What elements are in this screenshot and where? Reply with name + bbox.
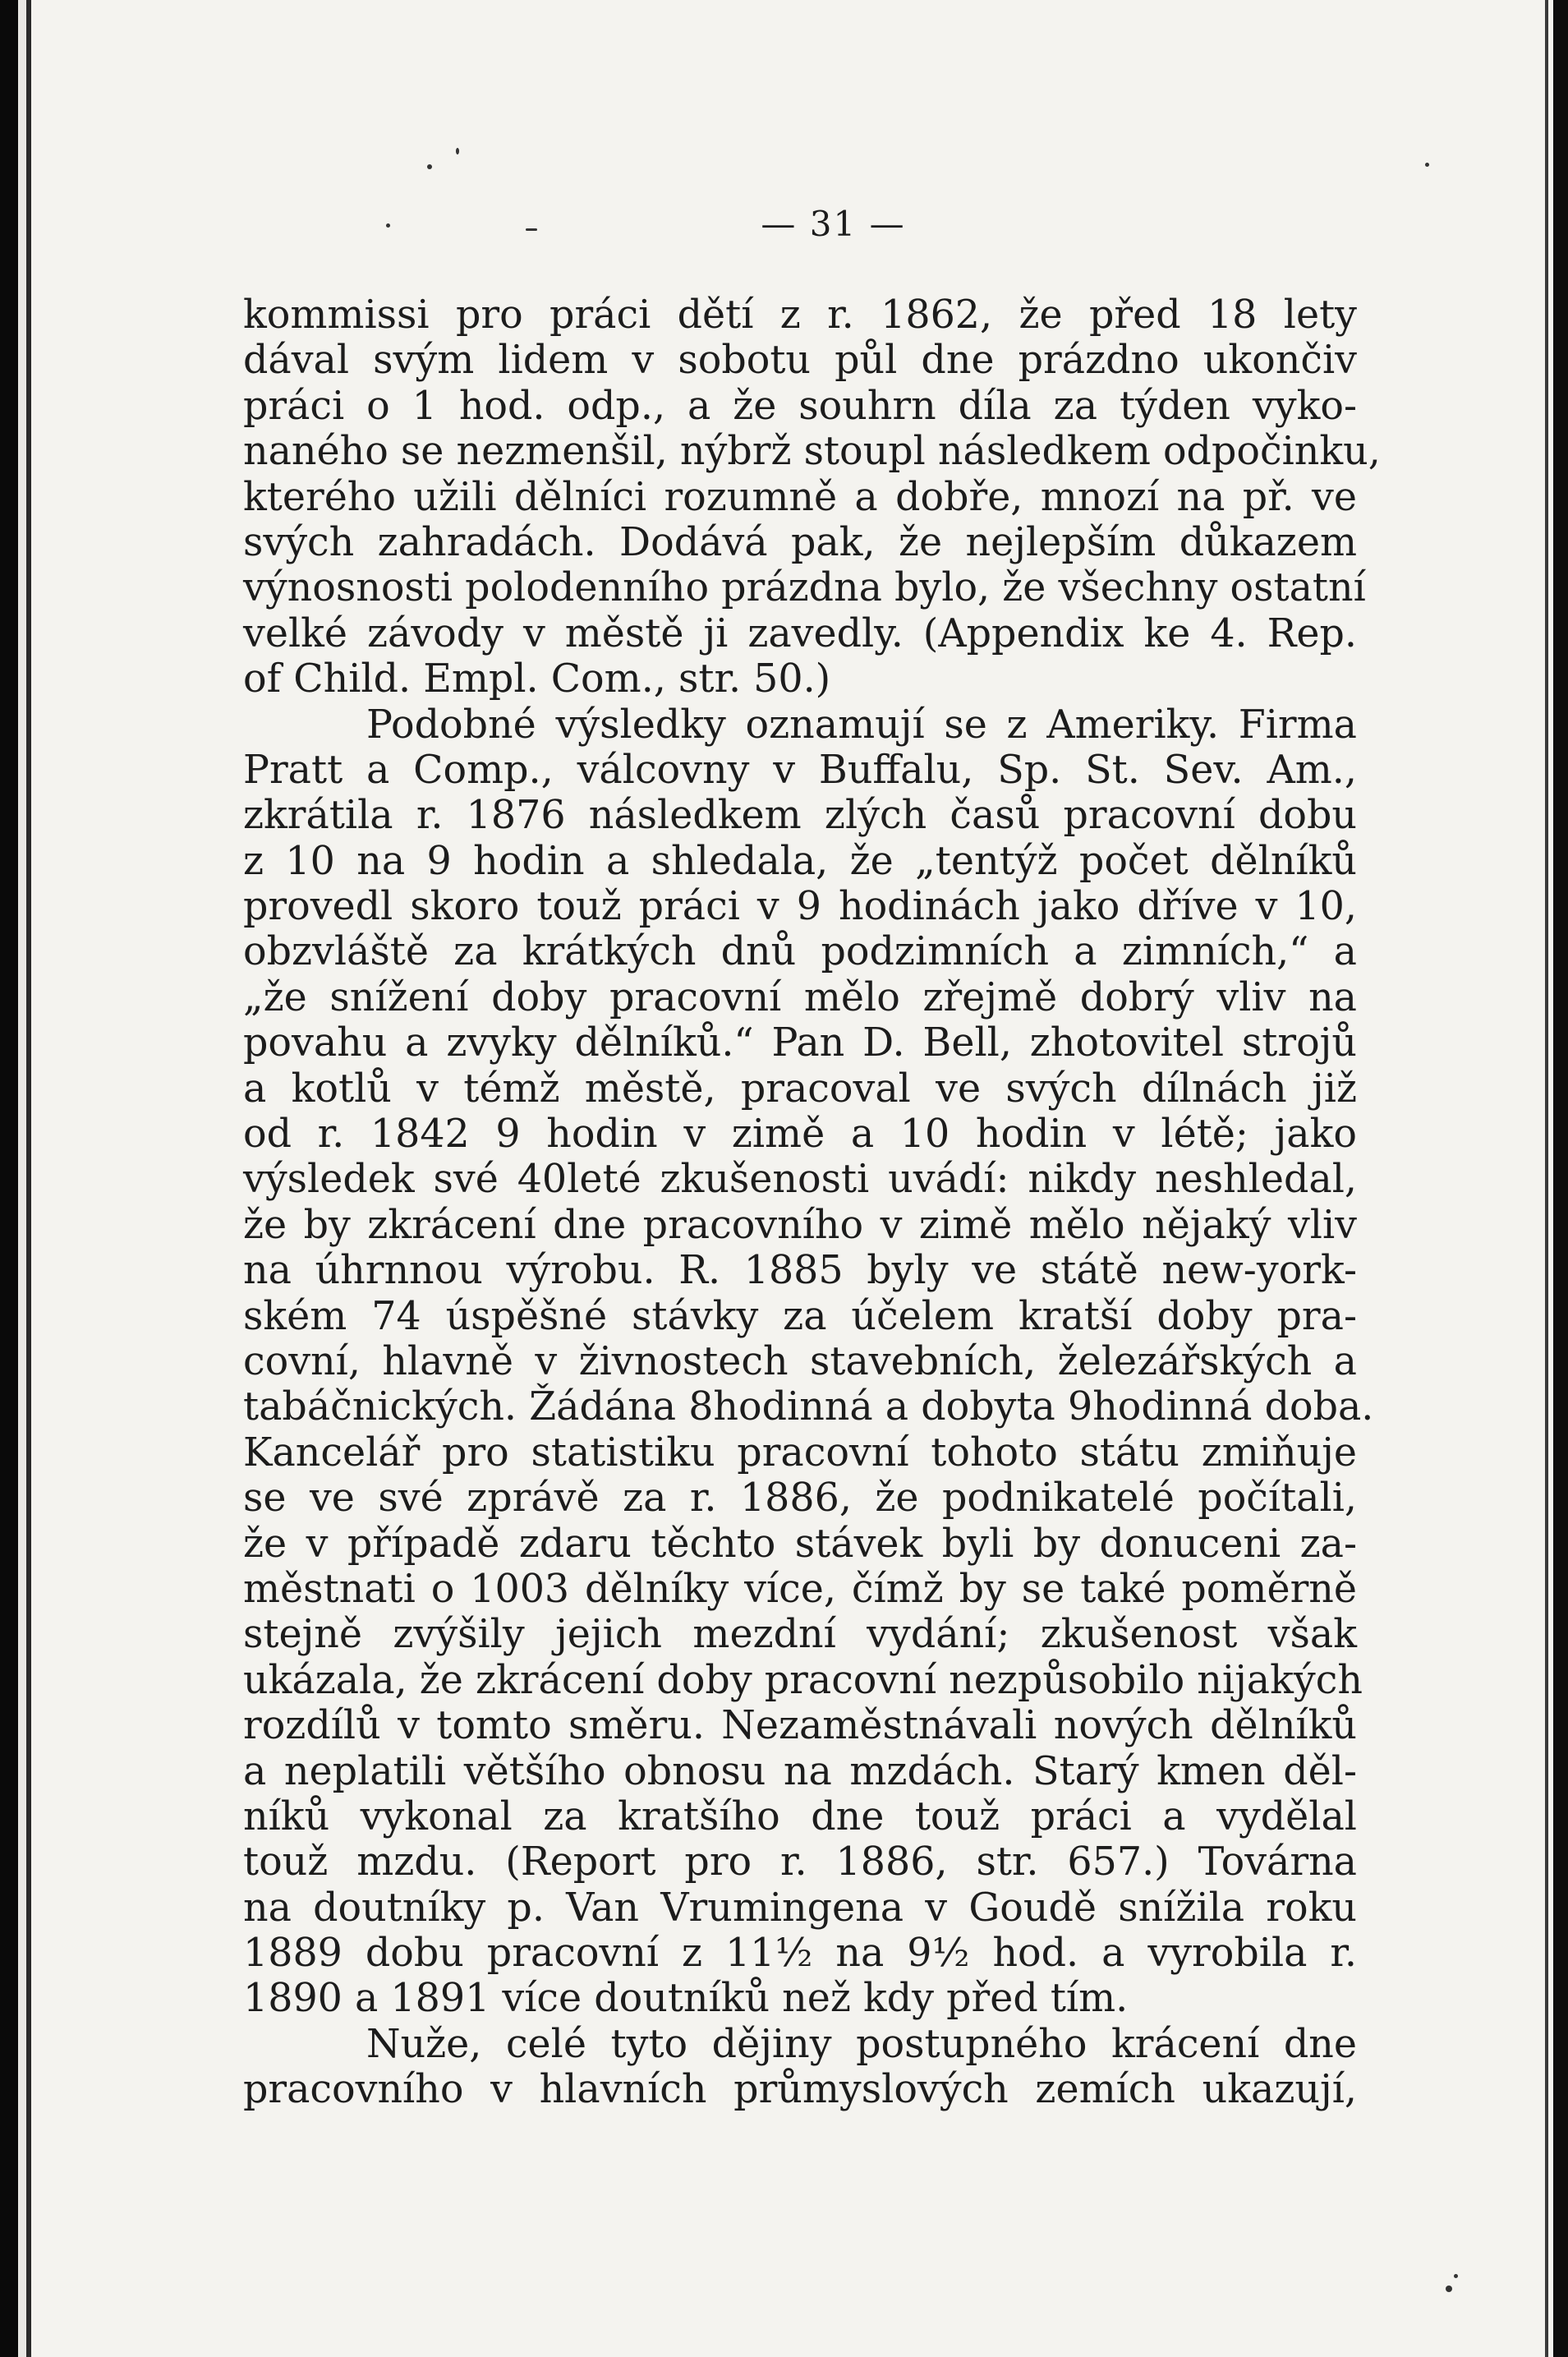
scan-left-line bbox=[26, 0, 31, 2357]
scan-right-edge bbox=[1553, 0, 1568, 2357]
text-line: kommissi pro práci dětí z r. 1862, že před 18 lety bbox=[243, 292, 1357, 338]
text-line: tabáčnických. Žádána 8hodinná a dobyta 9hodinná doba. bbox=[243, 1384, 1374, 1430]
text-line: výnosnosti polodenního prázdna bylo, že všechny ostatní bbox=[243, 565, 1366, 611]
text-line: dával svým lidem v sobotu půl dne prázdno ukončiv bbox=[243, 338, 1357, 384]
scan-speck bbox=[456, 148, 459, 154]
text-line: výsledek své 40leté zkušenosti uvádí: nikdy neshledal, bbox=[243, 1157, 1357, 1203]
text-line: „že snížení doby pracovní mělo zřejmě dobrý vliv na bbox=[243, 974, 1357, 1020]
scan-left-gap bbox=[18, 0, 26, 2357]
scan-speck bbox=[1446, 2286, 1452, 2292]
text-line: ukázala, že zkrácení doby pracovní nezpůsobilo nijakých bbox=[243, 1657, 1363, 1703]
scan-speck bbox=[1425, 163, 1429, 167]
text-line: 1890 a 1891 více doutníků než kdy před tím. bbox=[243, 1976, 1129, 2022]
text-line: 1889 dobu pracovní z 11½ na 9½ hod. a vyrobila r. bbox=[243, 1931, 1357, 1977]
text-line: že v případě zdaru těchto stávek byli by donuceni za- bbox=[243, 1521, 1357, 1567]
text-line: Pratt a Comp., válcovny v Buffalu, Sp. St. Sev. Am., bbox=[243, 747, 1357, 793]
text-line: Podobné výsledky oznamují se z Ameriky. Firma bbox=[366, 702, 1357, 748]
text-line: se ve své zprávě za r. 1886, že podnikatelé počítali, bbox=[243, 1475, 1357, 1521]
text-line: Kancelář pro statistiku pracovní tohoto státu zmiňuje bbox=[243, 1429, 1357, 1475]
text-line: stejně zvýšily jejich mezdní vydání; zkušenost však bbox=[243, 1612, 1357, 1658]
text-line: naného se nezmenšil, nýbrž stoupl následkem odpočinku, bbox=[243, 429, 1381, 475]
text-line: že by zkrácení dne pracovního v zimě mělo nějaký vliv bbox=[243, 1202, 1357, 1248]
scan-right-line bbox=[1545, 0, 1548, 2357]
text-line: kterého užili dělníci rozumně a dobře, mnozí na př. ve bbox=[243, 474, 1357, 520]
text-line: práci o 1 hod. odp., a že souhrn díla za týden vyko- bbox=[243, 383, 1357, 429]
text-line: zkrátila r. 1876 následkem zlých časů pracovní dobu bbox=[243, 793, 1357, 839]
text-line: na doutníky p. Van Vrumingena v Goudě snížila roku bbox=[243, 1885, 1357, 1931]
text-line: ském 74 úspěšné stávky za účelem kratší doby pra- bbox=[243, 1293, 1357, 1339]
scan-speck bbox=[427, 164, 432, 169]
text-line: covní, hlavně v živnostech stavebních, železářských a bbox=[243, 1338, 1357, 1384]
text-line: of Child. Empl. Com., str. 50.) bbox=[243, 656, 831, 702]
text-line: obzvláště za krátkých dnů podzimních a zimních,“ a bbox=[243, 929, 1357, 975]
body-text bbox=[243, 292, 1381, 2113]
text-line: městnati o 1003 dělníky více, čímž by se také poměrně bbox=[243, 1566, 1357, 1612]
text-line: touž mzdu. (Report pro r. 1886, str. 657.) Továrna bbox=[243, 1839, 1357, 1885]
page-number: — 31 — bbox=[761, 204, 906, 244]
text-line: Nuže, celé tyto dějiny postupného krácení dne bbox=[366, 2021, 1357, 2067]
text-line: svých zahradách. Dodává pak, že nejlepším důkazem bbox=[243, 519, 1357, 565]
text-line: rozdílů v tomto směru. Nezaměstnávali nových dělníků bbox=[243, 1703, 1357, 1749]
text-line: na úhrnnou výrobu. R. 1885 byly ve státě new-york- bbox=[243, 1248, 1357, 1294]
text-line: povahu a zvyky dělníků.“ Pan D. Bell, zhotovitel strojů bbox=[243, 1020, 1357, 1066]
scan-speck bbox=[1454, 2274, 1458, 2278]
text-line: a kotlů v témž městě, pracoval ve svých dílnách již bbox=[243, 1066, 1357, 1112]
text-line: velké závody v městě ji zavedly. (Appendix ke 4. Rep. bbox=[243, 610, 1357, 656]
text-line: provedl skoro touž práci v 9 hodinách jako dříve v 10, bbox=[243, 884, 1357, 930]
text-line: a neplatili většího obnosu na mzdách. Starý kmen děl- bbox=[243, 1748, 1357, 1794]
text-line: pracovního v hlavních průmyslových zemích ukazují, bbox=[243, 2067, 1357, 2113]
text-line: z 10 na 9 hodin a shledala, že „tentýž počet dělníků bbox=[243, 838, 1357, 884]
text-line: níků vykonal za kratšího dne touž práci a vydělal bbox=[243, 1793, 1357, 1839]
scan-left-edge bbox=[0, 0, 18, 2357]
text-line: od r. 1842 9 hodin v zimě a 10 hodin v létě; jako bbox=[243, 1112, 1357, 1158]
